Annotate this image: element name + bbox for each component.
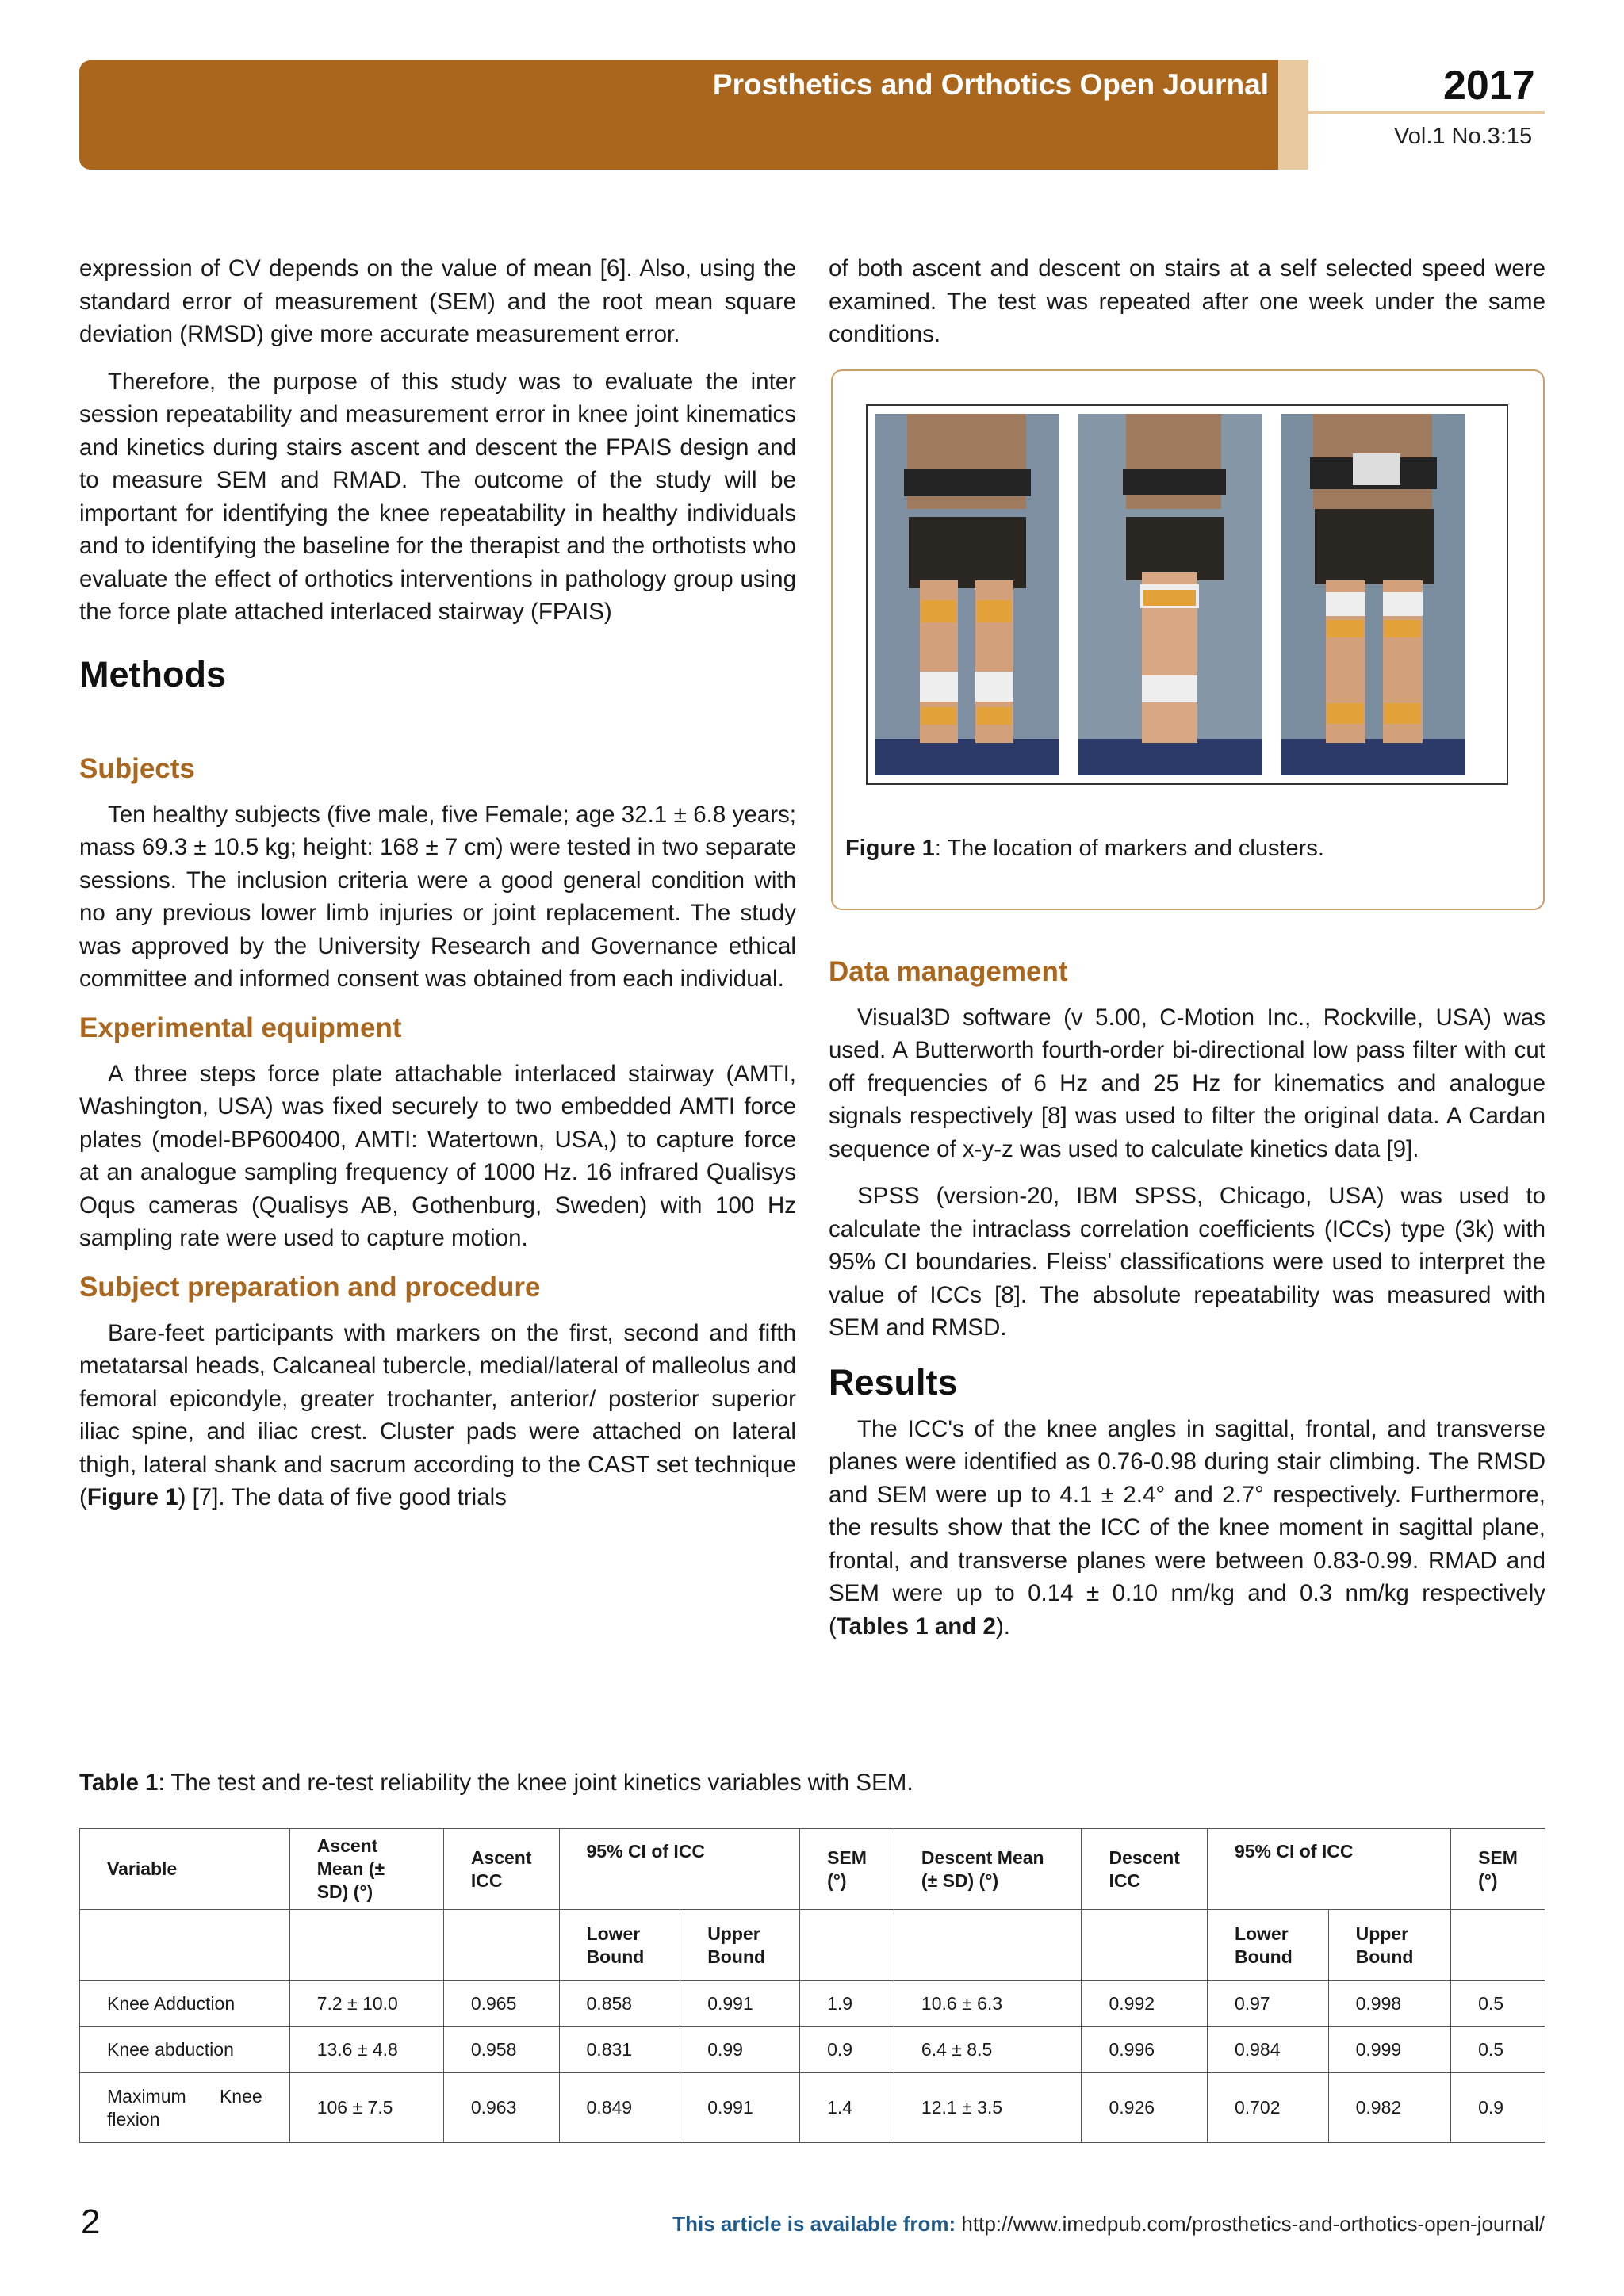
table-caption [79, 1770, 914, 1797]
table-cell: 0.963 [443, 2073, 559, 2143]
table-cell: 1.4 [800, 2073, 894, 2143]
table-cell: 0.9 [800, 2027, 894, 2073]
results-heading: Results [829, 1361, 958, 1402]
availability-label: This article is available from: [672, 2212, 956, 2236]
empty-cell [443, 1910, 559, 1981]
table-cell: 0.97 [1207, 1981, 1328, 2027]
left-column [79, 252, 796, 1529]
table-cell: 0.702 [1207, 2073, 1328, 2143]
page-number: 2 [81, 2202, 101, 2241]
table-header-row [80, 1829, 1545, 1910]
empty-cell [1451, 1910, 1545, 1981]
table-cell: 106 ± 7.5 [289, 2073, 443, 2143]
table-cell: 0.9 [1451, 2073, 1545, 2143]
table-cell: 0.858 [559, 1981, 680, 2027]
table-cell: 10.6 ± 6.3 [894, 1981, 1082, 2027]
journal-year: 2017 [1443, 63, 1535, 109]
figure-image [866, 404, 1508, 785]
journal-title: Prosthetics and Orthotics Open Journal [712, 68, 1269, 101]
figure-caption-text: : The location of markers and clusters. [934, 836, 1324, 861]
equipment-heading: Experimental equipment [79, 1012, 402, 1043]
empty-cell [800, 1910, 894, 1981]
empty-cell [1082, 1910, 1207, 1981]
header-cell: Descent ICC [1082, 1829, 1207, 1910]
table-cell: 7.2 ± 10.0 [289, 1981, 443, 2027]
header-rule [1308, 111, 1545, 114]
table-cell: 0.999 [1328, 2027, 1450, 2073]
header-stripe [1278, 60, 1308, 170]
figure-label: Figure 1 [845, 836, 935, 861]
photo-front-view [875, 414, 1059, 775]
header-cell: Upper Bound [680, 1910, 800, 1981]
figure-ref-link[interactable]: Figure 1 [86, 1484, 178, 1510]
header-cell: Variable [80, 1829, 290, 1910]
header-cell: Descent Mean (± SD) (°) [894, 1829, 1082, 1910]
header-cell: 95% CI of ICC [559, 1829, 800, 1910]
header-cell: Ascent ICC [443, 1829, 559, 1910]
paragraph: SPSS (version-20, IBM SPSS, Chicago, USA) was used to calculate the intraclass correlation coefficients (ICCs) type (3k) with 95% CI boundaries. Fleiss' classifications were used to interpret the value of ICCs [8]. The absolute repeatability was measured with SEM and RMSD. [829, 1183, 1545, 1341]
header-cell: 95% CI of ICC [1207, 1829, 1450, 1910]
text-span: ). [995, 1613, 1010, 1640]
table-cell: 0.5 [1451, 2027, 1545, 2073]
empty-cell [80, 1910, 290, 1981]
table-row [80, 1981, 1545, 2027]
header-cell: SEM (°) [800, 1829, 894, 1910]
text-span: ) [7]. The data of five good trials [178, 1484, 507, 1510]
header-cell: Ascent Mean (± SD) (°) [289, 1829, 443, 1910]
table-cell: 0.965 [443, 1981, 559, 2027]
footer-availability [672, 2212, 1545, 2237]
table-cell: 0.958 [443, 2027, 559, 2073]
journal-volume: Vol.1 No.3:15 [1394, 124, 1533, 149]
figure-1 [831, 369, 1545, 910]
methods-heading: Methods [79, 653, 226, 695]
header-cell: Lower Bound [1207, 1910, 1328, 1981]
tables-ref-link[interactable]: Tables 1 and 2 [836, 1613, 996, 1640]
data-management-heading: Data management [829, 955, 1068, 987]
figure-caption [845, 836, 1324, 862]
table-row [80, 2073, 1545, 2143]
paragraph: Ten healthy subjects (five male, five Female; age 32.1 ± 6.8 years; mass 69.3 ± 10.5 kg; height: 168 ± 7 cm) were tested in two separate sessions. The inclusion criteria were a good general condition with no any previous lower limb injuries or joint replacement. The study was approved by the University Research and Governance ethical committee and informed consent was obtained from each individual. [79, 801, 796, 992]
table-cell: 0.99 [680, 2027, 800, 2073]
table-1 [79, 1828, 1545, 2143]
subjects-heading: Subjects [79, 752, 195, 784]
table-cell: 0.998 [1328, 1981, 1450, 2027]
table-cell: 0.982 [1328, 2073, 1450, 2143]
text-span: Bare-feet participants with markers on the first, second and fifth metatarsal heads, Calcaneal tubercle, medial/lateral of malleolus and femoral epicondyle, greater trochanter, anterior/ posterior superior iliac spine, and iliac crest. Cluster pads were attached on lateral thigh, lateral shank and sacrum according to the CAST set technique ( [79, 1319, 796, 1510]
table-cell: 6.4 ± 8.5 [894, 2027, 1082, 2073]
table-cell: 1.9 [800, 1981, 894, 2027]
table-label: Table 1 [79, 1770, 159, 1796]
table-cell: 0.5 [1451, 1981, 1545, 2027]
table-cell: Maximum Knee flexion [80, 2073, 290, 2143]
header-cell: Upper Bound [1328, 1910, 1450, 1981]
photo-side-view [1078, 414, 1262, 775]
table-cell: 0.984 [1207, 2027, 1328, 2073]
preparation-heading: Subject preparation and procedure [79, 1271, 541, 1303]
table-cell: 0.996 [1082, 2027, 1207, 2073]
table-cell: Knee abduction [80, 2027, 290, 2073]
table-cell: Knee Adduction [80, 1981, 290, 2027]
table-row [80, 2027, 1545, 2073]
table-cell: 12.1 ± 3.5 [894, 2073, 1082, 2143]
paragraph: A three steps force plate attachable interlaced stairway (AMTI, Washington, USA) was fixed securely to two embedded AMTI force plates (model-BP600400, AMTI: Watertown, USA,) to capture force at an analogue sampling frequency of 1000 Hz. 16 infrared Qualisys Oqus cameras (Qualisys AB, Gothenburg, Sweden) with 100 Hz sampling rate were used to capture motion. [79, 1060, 796, 1251]
header-cell: Lower Bound [559, 1910, 680, 1981]
header-cell: SEM (°) [1451, 1829, 1545, 1910]
paragraph: Visual3D software (v 5.00, C-Motion Inc., Rockville, USA) was used. A Butterworth fourth-order bi-directional low pass filter with cut off frequencies of 6 Hz and 25 Hz for kinematics and analogue signals respectively [8] was used to filter the original data. A Cardan sequence of x-y-z was used to calculate kinetics data [9]. [829, 1004, 1545, 1162]
journal-url-link[interactable]: http://www.imedpub.com/prosthetics-and-orthotics-open-journal/ [961, 2212, 1545, 2236]
paragraph: expression of CV depends on the value of mean [6]. Also, using the standard error of measurement (SEM) and the root mean square deviation (RMSD) give more accurate measurement error. [79, 255, 796, 347]
table-cell: 0.992 [1082, 1981, 1207, 2027]
table-cell: 0.991 [680, 1981, 800, 2027]
paragraph: of both ascent and descent on stairs at a self selected speed were examined. The test was repeated after one week under the same conditions. [829, 255, 1545, 347]
table-cell: 0.991 [680, 2073, 800, 2143]
table-cell: 13.6 ± 4.8 [289, 2027, 443, 2073]
table-cell: 0.849 [559, 2073, 680, 2143]
photo-back-view [1281, 414, 1465, 775]
table-subheader-row [80, 1910, 1545, 1981]
table-cell: 0.831 [559, 2027, 680, 2073]
empty-cell [289, 1910, 443, 1981]
table-cell: 0.926 [1082, 2073, 1207, 2143]
table-caption-text: : The test and re-test reliability the knee joint kinetics variables with SEM. [158, 1770, 914, 1796]
empty-cell [894, 1910, 1082, 1981]
paragraph [829, 1413, 1545, 1644]
text-span: The ICC's of the knee angles in sagittal, frontal, and transverse planes were identified as 0.76-0.98 during stair climbing. The RMSD and SEM were up to 4.1 ± 2.4° and 2.7° respectively. Furthermore, the results show that the ICC of the knee moment in sagittal plane, frontal, and transverse planes were between 0.83-0.99. RMAD and SEM were up to 0.14 ± 0.10 nm/kg and 0.3 nm/kg respectively ( [829, 1415, 1545, 1640]
paragraph: Therefore, the purpose of this study was to evaluate the inter session repeatability and measurement error in knee joint kinematics and kinetics during stairs ascent and descent the FPAIS design and to measure SEM and RMAD. The outcome of the study will be important for identifying the knee repeatability in healthy individuals and to identifying the baseline for the therapist and the orthotists who evaluate the effect of orthotics interventions in pathology group using the force plate attached interlaced stairway (FPAIS) [79, 368, 796, 625]
paragraph [79, 1317, 796, 1514]
